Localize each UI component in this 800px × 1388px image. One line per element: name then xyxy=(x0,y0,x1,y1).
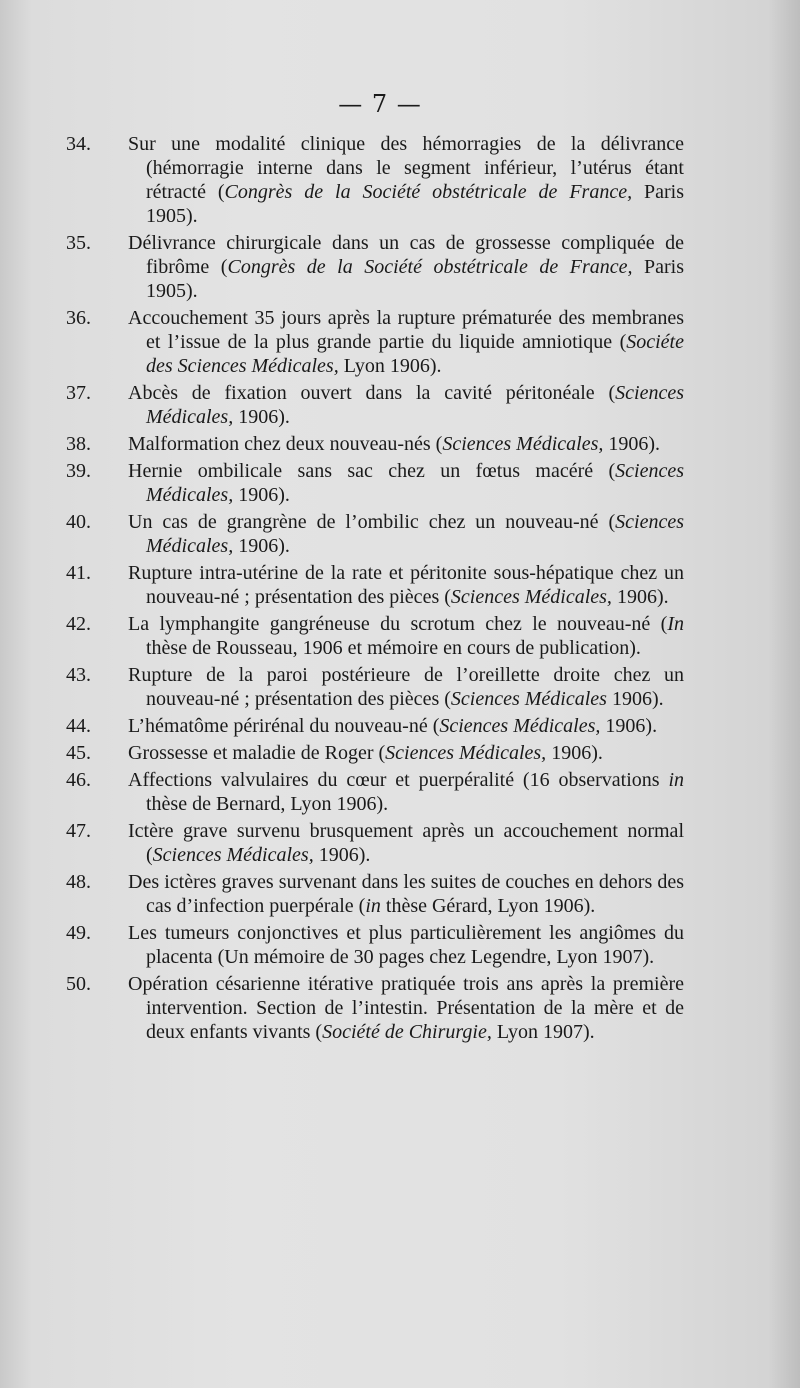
entry-text-segment: Affections valvulaires du cœur et puerpéralité (16 observations xyxy=(128,769,669,791)
entry-text-segment: Lyon 1906). xyxy=(338,355,442,377)
bibliography-entry xyxy=(66,381,684,429)
entry-text xyxy=(128,768,684,816)
entry-citation-italic: in xyxy=(668,769,684,791)
bibliography-entry xyxy=(66,612,684,660)
bibliography-entry xyxy=(66,921,684,969)
entry-text xyxy=(128,870,684,918)
entry-number: 49. xyxy=(66,922,91,944)
entry-citation-italic: Sciences Médicales, xyxy=(450,586,612,608)
entry-text xyxy=(128,612,684,660)
entry-text-segment: Malformation chez deux nouveau-nés ( xyxy=(128,433,443,455)
entry-text-segment: 1906). xyxy=(546,742,603,764)
entry-text-segment: Des ictères graves survenant dans les suites de couches en dehors des cas d’infection puerpérale ( xyxy=(128,871,684,917)
entry-text xyxy=(128,663,684,711)
entry-number: 36. xyxy=(66,307,91,329)
entry-text-segment: thèse Gérard, Lyon 1906). xyxy=(380,895,596,917)
bibliography-entry xyxy=(66,432,684,456)
entry-text-segment: Les tumeurs conjonctives et plus particulièrement les angiômes du placenta (Un mémoire de 30 pages chez Legendre, Lyon 1907). xyxy=(128,922,684,968)
entry-text-segment: Un cas de grangrène de l’ombilic chez un nouveau-né ( xyxy=(128,511,616,533)
entry-text xyxy=(128,714,684,738)
entry-text-segment: thèse de Rousseau, 1906 et mémoire en cours de publication). xyxy=(146,637,641,659)
entry-text-segment: 1906). xyxy=(611,586,669,608)
entry-text xyxy=(128,306,684,378)
bibliography-list xyxy=(66,132,684,1047)
entry-citation-italic: Sciences Médicales, xyxy=(152,844,314,866)
entry-text-segment: 1906). xyxy=(233,406,290,428)
entry-text-segment: thèse de Bernard, Lyon 1906). xyxy=(146,793,389,815)
entry-text-segment: Rupture de la paroi postérieure de l’oreillette droite chez un nouveau-né ; présentation des pièces ( xyxy=(128,664,684,710)
entry-number: 41. xyxy=(66,562,91,584)
entry-citation-italic: Sciences Médicales xyxy=(450,688,607,710)
entry-number: 42. xyxy=(66,613,91,635)
entry-text xyxy=(128,459,684,507)
bibliography-entry xyxy=(66,231,684,303)
entry-text-segment: Ictère grave survenu brusquement après un accouchement normal ( xyxy=(128,820,684,866)
entry-number: 37. xyxy=(66,382,91,404)
entry-text xyxy=(128,921,684,969)
entry-text-segment: Sur une modalité clinique des hémorragies de la délivrance (hémorragie interne dans le segment inférieur, l’utérus étant rétracté ( xyxy=(128,133,684,203)
entry-number: 44. xyxy=(66,715,91,737)
entry-number: 50. xyxy=(66,973,91,995)
entry-citation-italic: Congrès de la Société obstétricale de France, xyxy=(227,256,633,278)
entry-citation-italic: Sciences Médicales, xyxy=(146,382,684,428)
bibliography-entry xyxy=(66,510,684,558)
entry-citation-italic: Société de Chirurgie, xyxy=(322,1021,492,1043)
entry-number: 47. xyxy=(66,820,91,842)
bibliography-entry xyxy=(66,132,684,228)
entry-text xyxy=(128,561,684,609)
bibliography-entry xyxy=(66,768,684,816)
entry-number: 40. xyxy=(66,511,91,533)
entry-text-segment: 1906). xyxy=(233,535,290,557)
entry-text-segment: 1906). xyxy=(313,844,371,866)
bibliography-entry xyxy=(66,972,684,1044)
bibliography-entry xyxy=(66,663,684,711)
entry-text-segment: Rupture intra-utérine de la rate et péritonite sous-hépatique chez un nouveau-né ; présentation des pièces ( xyxy=(128,562,684,608)
entry-number: 45. xyxy=(66,742,91,764)
entry-citation-italic: Sciences Médicales, xyxy=(385,742,547,764)
entry-number: 34. xyxy=(66,133,91,155)
entry-text xyxy=(128,132,684,228)
entry-text-segment: La lymphangite gangréneuse du scrotum chez le nouveau-né ( xyxy=(128,613,668,635)
entry-number: 48. xyxy=(66,871,91,893)
entry-text xyxy=(128,510,684,558)
entry-citation-italic: Sciences Médicales, xyxy=(146,460,684,506)
entry-number: 46. xyxy=(66,769,91,791)
entry-citation-italic: Congrès de la Société obstétricale de France, xyxy=(224,181,633,203)
bibliography-entry xyxy=(66,741,684,765)
bibliography-entry xyxy=(66,459,684,507)
entry-text xyxy=(128,972,684,1044)
bibliography-entry xyxy=(66,306,684,378)
entry-text-segment: Opération césarienne itérative pratiquée trois ans après la première intervention. Section de l’intestin. Présentation de la mère et de deux enfants vivants ( xyxy=(128,973,684,1043)
entry-text-segment: L’hématôme périrénal du nouveau-né ( xyxy=(128,715,440,737)
entry-text xyxy=(128,741,684,765)
entry-text-segment: Hernie ombilicale sans sac chez un fœtus macéré ( xyxy=(128,460,616,482)
entry-text xyxy=(128,381,684,429)
entry-text-segment: Délivrance chirurgicale dans un cas de grossesse compliquée de fibrôme ( xyxy=(128,232,684,278)
entry-citation-italic: in xyxy=(365,895,381,917)
entry-text-segment: Abcès de fixation ouvert dans la cavité péritonéale ( xyxy=(128,382,616,404)
entry-text-segment: 1906). xyxy=(606,688,664,710)
entry-text xyxy=(128,819,684,867)
entry-text-segment: 1906). xyxy=(603,433,661,455)
entry-number: 35. xyxy=(66,232,91,254)
entry-text-segment: Lyon 1907). xyxy=(491,1021,595,1043)
entry-text-segment: Grossesse et maladie de Roger ( xyxy=(128,742,386,764)
entry-text-segment: Paris 1905). xyxy=(146,181,684,227)
entry-citation-italic: Sociéte des Sciences Médicales, xyxy=(146,331,684,377)
bibliography-entry xyxy=(66,714,684,738)
entry-text-segment: 1906). xyxy=(233,484,290,506)
entry-citation-italic: In xyxy=(667,613,684,635)
entry-text-segment: 1906). xyxy=(600,715,658,737)
page-number: — 7 — xyxy=(338,90,422,118)
bibliography-entry xyxy=(66,561,684,609)
entry-citation-italic: Sciences Médicales, xyxy=(442,433,604,455)
entry-text xyxy=(128,432,684,456)
entry-number: 39. xyxy=(66,460,91,482)
entry-citation-italic: Sciences Médicales, xyxy=(439,715,601,737)
entry-text-segment: Accouchement 35 jours après la rupture prématurée des membranes et l’issue de la plus grande partie du liquide amniotique ( xyxy=(128,307,684,353)
bibliography-entry xyxy=(66,819,684,867)
bibliography-entry xyxy=(66,870,684,918)
entry-number: 38. xyxy=(66,433,91,455)
entry-text-segment: Paris 1905). xyxy=(146,256,684,302)
entry-citation-italic: Sciences Médicales, xyxy=(146,511,684,557)
entry-text xyxy=(128,231,684,303)
entry-number: 43. xyxy=(66,664,91,686)
